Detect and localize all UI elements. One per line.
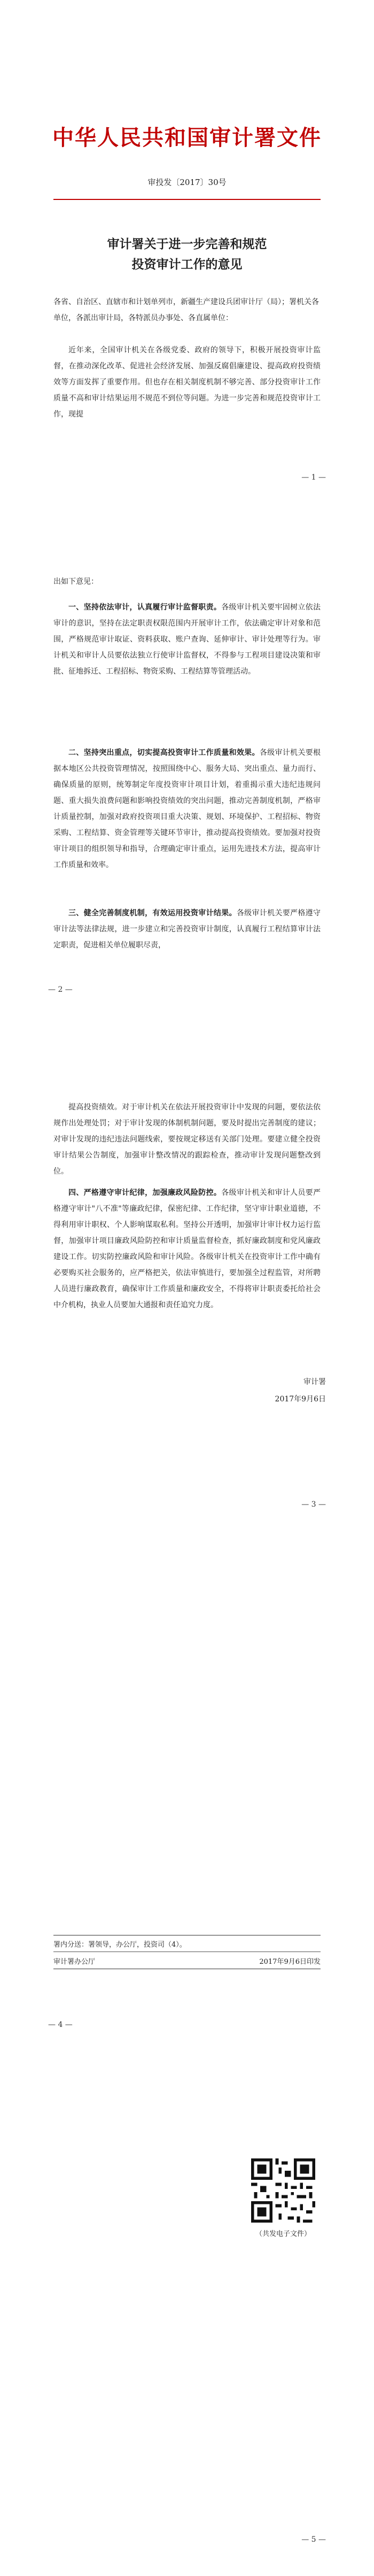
addressee: 各省、自治区、直辖市和计划单列市，新疆生产建设兵团审计厅（局）；署机关各单位，各派出审计局，各特派员办事处、各直属单位： [53,298,319,322]
issue-date: 2017年9月6日印发 [259,1958,321,1966]
section-2 [53,745,321,873]
page-1 [0,0,374,515]
distribution-block [53,1935,321,1969]
internal-distribution: 署内分送：署领导，办公厅，投资司（4）。 [53,1941,186,1949]
page-number: — 4 — [48,2020,73,2029]
page-number: — 1 — [301,473,326,482]
page-4 [0,1545,374,2060]
document-title [0,234,374,275]
page-2 [0,515,374,1030]
qr-code-icon [251,2158,315,2223]
red-divider [53,199,321,200]
page-number: — 3 — [301,1500,326,1509]
issuing-office: 审计署办公厅 [53,1958,96,1966]
page-number: — 2 — [48,985,73,994]
page-number: — 5 — [301,2535,326,2544]
qr-caption: （共发电子文件） [255,2230,311,2238]
section-2-body: 各级审计机关要根据本地区公共投资管理情况，按照围绕中心、服务大局、突出重点、量力而行、确保质量的原则，统筹制定年度投资审计项目计划，着重揭示重大违纪违规问题、重大损失浪费问题和影响投资绩效的突出问题，推动完善制度机制，严格审计质量控制，加强对政府投资项目重大决策、规划、环境保护、工程招标、物资采购、工程结算、资金管理等关键环节审计，推动提高投资绩效。要加强对投资审计项目的组织领导和指导，合理确定审计重点，运用先进技术方法，提高审计工作质量和效率。 [53,749,321,869]
section-1-body: 各级审计机关要牢固树立依法审计的意识，坚持在法定职责权限范围内开展审计工作，依法确定审计对象和范围，严格规范审计取证、资料获取、账户查询、延伸审计、审计处理等行为。审计机关和审计人员要依法独立行使审计监督权，不得参与工程项目建设决策和审批、征地拆迁、工程招标、物资采购、工程结算等管理活动。 [53,603,321,676]
section-1 [53,599,321,680]
section-4 [53,1185,321,1313]
signing-date: 2017年9月6日 [275,1395,326,1403]
section-4-body: 各级审计机关和审计人员要严格遵守审计"八不准"等廉政纪律，保密纪律、工作纪律，坚守审计职业道德，不得利用审计职权、个人影响谋取私利。坚持公开透明，加强审计审计权力运行监督，加强审计项目廉政风险防控和审计质量监督检查，抓好廉政制度和党风廉政建设工作。切实防控廉政风险和审计风险。各级审计机关在投资审计工作中确有必要购买社会服务的，应严格把关，依法审慎进行，要加强全过程监管，对所聘人员进行廉政教育，确保审计工作质量和廉政安全，不得将审计职责委托给社会中介机构，执业人员要加大通报和责任追究力度。 [53,1189,321,1309]
document-header: 中华人民共和国审计署文件 [52,125,322,150]
section-2-heading: 二、坚持突出重点，切实提高投资审计工作质量和效果。 [68,749,260,757]
section-1-heading: 一、坚持依法审计，认真履行审计监督职责。 [68,603,222,612]
title-line-2: 投资审计工作的意见 [131,257,243,272]
section-3 [53,905,321,953]
intro-paragraph: 近年来，全国审计机关在各级党委、政府的领导下，积极开展投资审计监督，在推动深化改革、促进社会经济发展、加强反腐倡廉建设、提高政府投资绩效等方面发挥了重要作用。但也存在相关制度机制不够完善、部分投资审计工作质量不高和审计结果运用不规范不到位等问题。为进一步完善和规范投资审计工作，现提 [53,346,321,419]
title-line-1: 审计署关于进一步完善和规范 [107,237,267,251]
continuation-text: 出如下意见： [53,577,98,586]
section-3-body: 各级审计机关要严格遵守审计法等法律法规，进一步建立和完善投资审计制度，认真履行工程结算审计法定职责，促进相关单位履职尽责， [53,909,321,950]
document-number: 审投发〔2017〕30号 [147,178,227,187]
page-5 [0,2060,374,2576]
signer: 审计署 [303,1378,326,1386]
section-3-heading: 三、健全完善制度机制，有效运用投资审计结果。 [68,909,237,917]
continuation-text: 提高投资绩效。对于审计机关在依法开展投资审计中发现的问题，要依法依规作出处理处罚；对于审计发现的体制机制问题，要及时提出完善制度的建议；对审计发现的违纪违法问题线索，要按规定移送有关部门处理。要建立健全投资审计结果公告制度，加强审计整改情况的跟踪检查，推动审计发现问题整改到位。 [53,1103,321,1176]
page-3 [0,1030,374,1545]
section-4-heading: 四、严格遵守审计纪律，加强廉政风险防控。 [68,1189,222,1197]
